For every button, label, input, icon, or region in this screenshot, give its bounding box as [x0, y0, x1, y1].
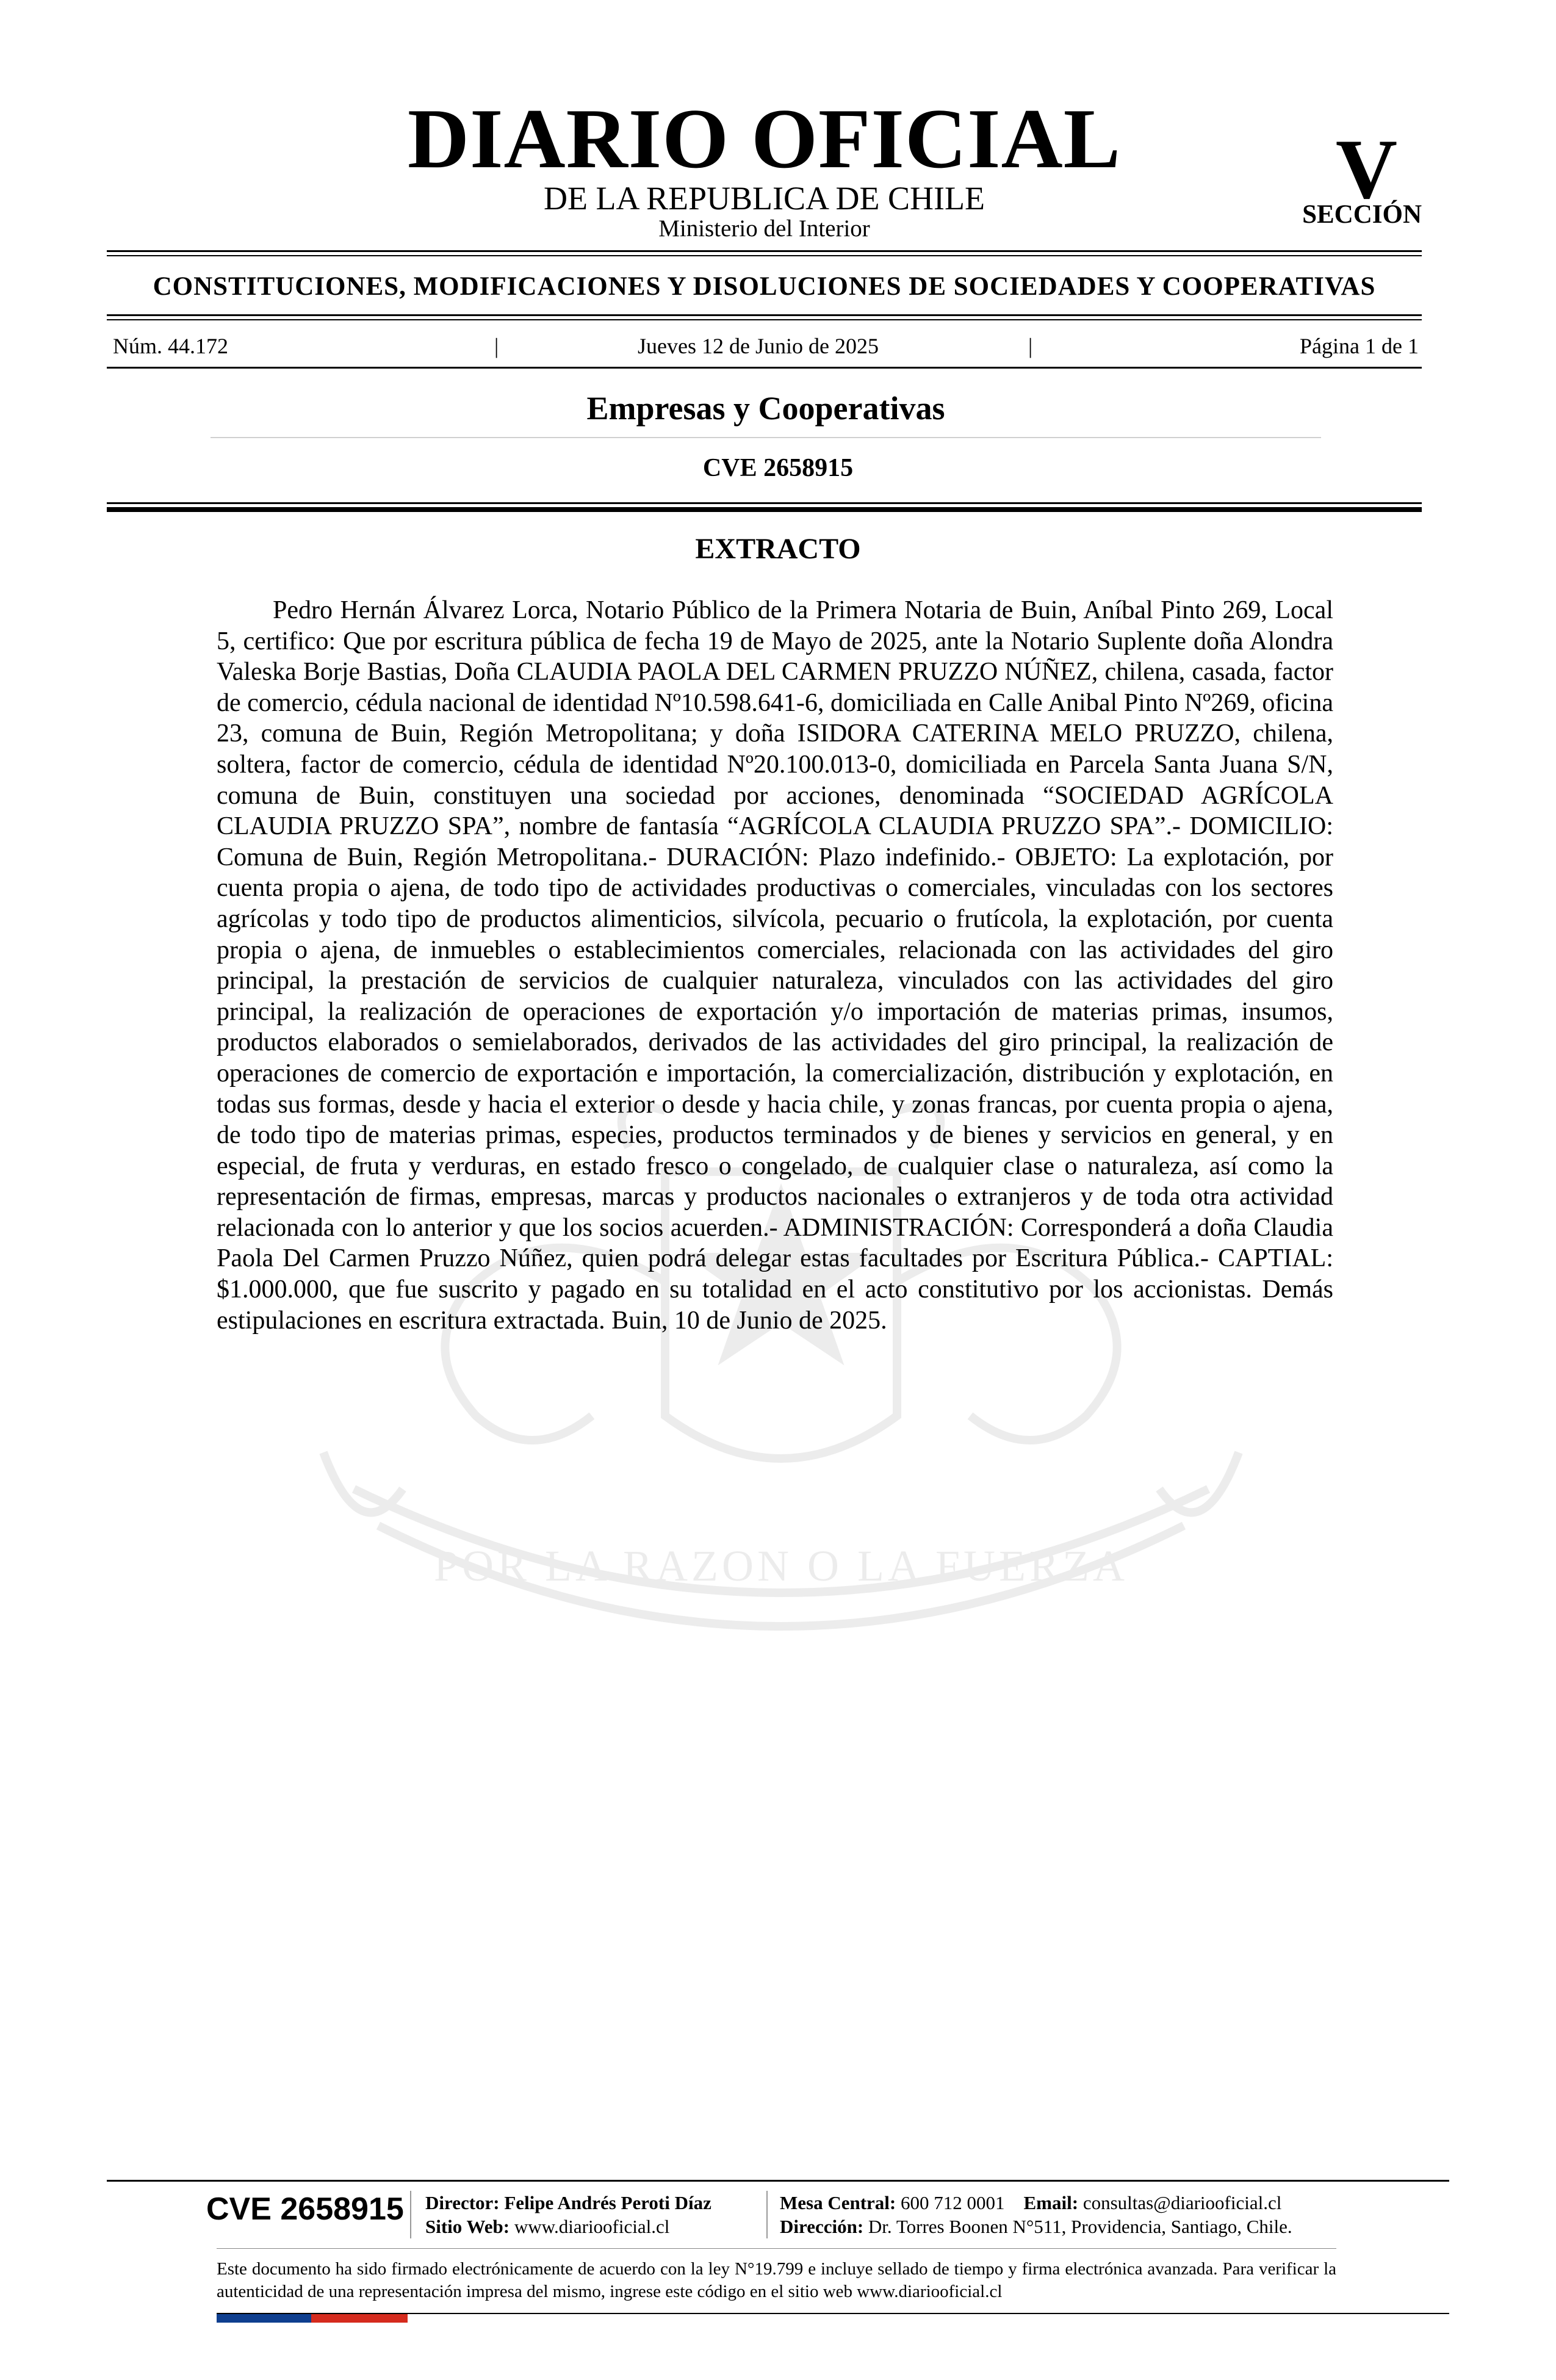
rule-meta-bottom	[107, 367, 1422, 369]
rule-heavy-1	[107, 502, 1422, 504]
watermark-motto: POR LA RAZON O LA FUERZA	[433, 1542, 1129, 1590]
section-banner: CONSTITUCIONES, MODIFICACIONES Y DISOLUCIONES DE SOCIEDADES Y COOPERATIVAS	[153, 272, 1376, 301]
rule-top-thin	[107, 255, 1422, 256]
flag-stripe-red	[311, 2314, 408, 2323]
flag-stripe-blue	[217, 2314, 311, 2323]
publication-subtitle: DE LA REPUBLICA DE CHILE	[544, 180, 985, 217]
rule-banner-bottom	[107, 314, 1422, 316]
ministry-label: Ministerio del Interior	[658, 215, 870, 242]
publication-title: DIARIO OFICIAL	[407, 92, 1122, 186]
meta-separator: |	[494, 334, 499, 358]
mesa-label: Mesa Central:	[780, 2192, 896, 2213]
director-label: Director:	[425, 2192, 500, 2213]
site-link[interactable]: www.diariooficial.cl	[514, 2216, 670, 2237]
page-indicator: Página 1 de 1	[1300, 334, 1419, 358]
email-label: Email:	[1023, 2192, 1079, 2213]
footer-separator	[766, 2191, 768, 2238]
rule-top	[107, 250, 1422, 252]
meta-separator: |	[1028, 334, 1033, 358]
email-link[interactable]: consultas@diariooficial.cl	[1082, 2192, 1282, 2213]
issue-meta-row	[113, 333, 1419, 359]
cve-code: CVE 2658915	[702, 454, 854, 482]
footer-cve-code: CVE 2658915	[206, 2191, 404, 2227]
issue-number: Núm. 44.172	[113, 334, 228, 358]
section-letter: V	[1335, 122, 1397, 217]
rule-banner-bottom-thin	[107, 319, 1422, 320]
footer-contact-block	[780, 2191, 1292, 2238]
footer-divider	[217, 2248, 1336, 2249]
issue-date: Jueves 12 de Junio de 2025	[638, 334, 879, 358]
masthead	[107, 92, 1422, 244]
address-label: Dirección:	[780, 2216, 864, 2237]
category-divider	[211, 437, 1321, 438]
rule-heavy-2	[107, 507, 1422, 512]
site-label: Sitio Web:	[425, 2216, 510, 2237]
footer-director-block	[425, 2191, 711, 2238]
document-title: EXTRACTO	[695, 533, 861, 565]
address-value: Dr. Torres Boonen N°511, Providencia, Santiago, Chile.	[868, 2216, 1292, 2237]
section-word: SECCIÓN	[1302, 200, 1422, 229]
footer-separator	[410, 2191, 411, 2238]
footer-legal-notice: Este documento ha sido firmado electrónicamente de acuerdo con la ley N°19.799 e incluye sellado de tiempo y firma electrónica avanzada. Para verificar la autenticidad de una representación impresa del mismo, ingrese este código en el sitio web www.diariooficial.cl	[217, 2259, 1336, 2301]
director-value: Felipe Andrés Peroti Díaz	[504, 2192, 711, 2213]
mesa-phone: 600 712 0001	[901, 2192, 1005, 2213]
footer-rule	[107, 2180, 1449, 2182]
extract-body-text: Pedro Hernán Álvarez Lorca, Notario Público de la Primera Notaria de Buin, Aníbal Pinto 269, Local 5, certifico: Que por escritura pública de fecha 19 de Mayo de 2025, ante la Notario Suplente doña Alondra Valeska Borje Bastias, Doña CLAUDIA PAOLA DEL CARMEN PRUZZO NÚÑEZ, chilena, casada, factor de comercio, cédula nacional de identidad Nº10.598.641-6, domiciliada en Calle Anibal Pinto Nº269, oficina 23, comuna de Buin, Región Metropolitana; y doña ISIDORA CATERINA MELO PRUZZO, chilena, soltera, factor de comercio, cédula de identidad Nº20.100.013-0, domiciliada en Parcela Santa Juana S/N, comuna de Buin, constituyen una sociedad por acciones, denominada “SOCIEDAD AGRÍCOLA CLAUDIA PRUZZO SPA”, nombre de fantasía “AGRÍCOLA CLAUDIA PRUZZO SPA”.- DOMICILIO: Comuna de Buin, Región Metropolitana.- DURACIÓN: Plazo indefinido.- OBJETO: La explotación, por cuenta propia o ajena, de todo tipo de actividades productivas o comerciales, vinculadas con los sectores agrícolas y todo tipo de productos alimenticios, silvícola, pecuario o frutícola, la explotación, por cuenta propia o ajena, de inmuebles o establecimientos comerciales, relacionada con las actividades del giro principal, la prestación de servicios de cualquier naturaleza, vinculados con las actividades del giro principal, la realización de operaciones de exportación y/o importación de materias primas, insumos, productos elaborados o semielaborados, derivados de las actividades del giro principal, la realización de operaciones de comercio de exportación e importación, la comercialización, distribución y explotación, en todas sus formas, desde y hacia el exterior o desde y hacia chile, y zonas francas, por cuenta propia o ajena, de todo tipo de materias primas, especies, productos terminados y de bienes y servicios en general, y en especial, de fruta y verduras, en estado fresco o congelado, de cualquier clase o naturaleza, así como la representación de firmas, empresas, marcas y productos nacionales o extranjeros y de toda otra actividad relacionada con lo anterior y que los socios acuerden.- ADMINISTRACIÓN: Corresponderá a doña Claudia Paola Del Carmen Pruzzo Núñez, quien podrá delegar estas facultades por Escritura Pública.- CAPTIAL: $1.000.000, que fue suscrito y pagado en su totalidad en el acto constitutivo por los accionistas. Demás estipulaciones en escritura extractada. Buin, 10 de Junio de 2025.	[217, 596, 1333, 1335]
category-heading: Empresas y Cooperativas	[586, 390, 945, 427]
